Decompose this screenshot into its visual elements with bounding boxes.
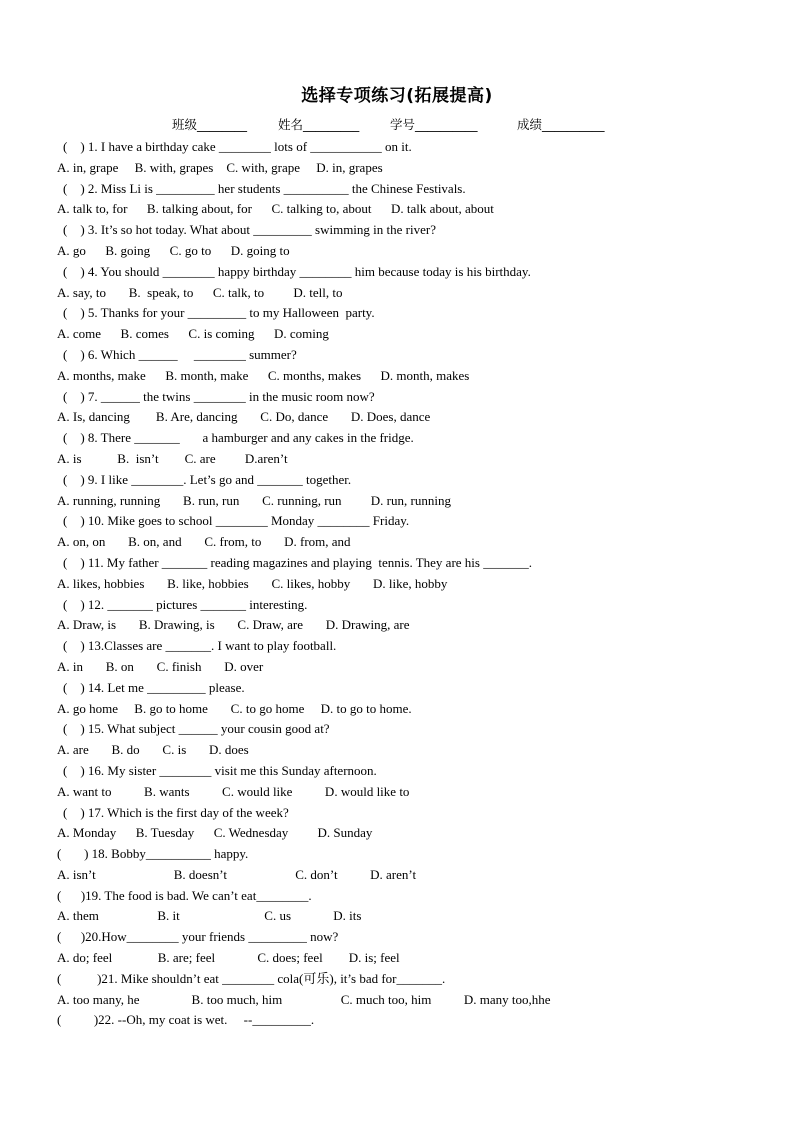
question-list [57,137,757,1031]
options-18: A. isn’t B. doesn’t C. don’t D. aren’t [57,866,417,882]
options-9: A. running, running B. run, run C. running, run D. run, running [57,492,451,508]
question-16: ( ) 16. My sister ________ visit me this Sunday afternoon. [63,762,377,778]
question-15: ( ) 15. What subject ______ your cousin good at? [63,721,330,737]
score-field: 成绩__________ [517,117,605,132]
options-5: A. come B. comes C. is coming D. coming [57,326,329,342]
options-1: A. in, grape B. with, grapes C. with, grape D. in, grapes [57,159,383,175]
question-8: ( ) 8. There _______ a hamburger and any cakes in the fridge. [63,430,414,446]
question-10: ( ) 10. Mike goes to school ________ Monday ________ Friday. [63,513,410,529]
question-4: ( ) 4. You should ________ happy birthday ________ him because today is his birthday. [63,263,531,279]
question-5: ( ) 5. Thanks for your _________ to my Halloween party. [63,305,375,321]
question-21: ( )21. Mike shouldn’t eat ________ cola(可乐), it’s bad for_______. [57,970,446,986]
question-14: ( ) 14. Let me _________ please. [63,679,245,695]
options-15: A. are B. do C. is D. does [57,742,249,758]
options-17: A. Monday B. Tuesday C. Wednesday D. Sunday [57,825,373,841]
question-20: ( )20.How________ your friends _________ now? [57,929,339,945]
question-1: ( ) 1. I have a birthday cake ________ lots of ___________ on it. [63,139,412,154]
options-4: A. say, to B. speak, to C. talk, to D. tell, to [57,284,343,300]
options-13: A. in B. on C. finish D. over [57,658,264,674]
question-22: ( )22. --Oh, my coat is wet. --_________. [57,1012,315,1028]
options-21: A. too many, he B. too much, him C. much too, him D. many too,hhe [57,991,551,1007]
options-8: A. is B. isn’t C. are D.aren’t [57,450,288,466]
question-2: ( ) 2. Miss Li is _________ her students __________ the Chinese Festivals. [63,180,466,196]
student-info-row [0,115,794,135]
question-6: ( ) 6. Which ______ ________ summer? [63,346,297,362]
question-17: ( ) 17. Which is the first day of the week? [63,804,289,820]
name-field: 姓名_________ [278,117,360,132]
options-3: A. go B. going C. go to D. going to [57,242,290,258]
question-3: ( ) 3. It’s so hot today. What about _________ swimming in the river? [63,222,436,238]
question-13: ( ) 13.Classes are _______. I want to play football. [63,638,337,654]
options-7: A. Is, dancing B. Are, dancing C. Do, dance D. Does, dance [57,409,431,425]
options-6: A. months, make B. month, make C. months, makes D. month, makes [57,367,470,383]
student-number-field: 学号__________ [390,117,478,132]
options-12: A. Draw, is B. Drawing, is C. Draw, are D. Drawing, are [57,617,410,633]
options-19: A. them B. it C. us D. its [57,908,362,924]
question-18: ( ) 18. Bobby__________ happy. [57,846,249,862]
options-20: A. do; feel B. are; feel C. does; feel D. is; feel [57,950,400,966]
question-11: ( ) 11. My father _______ reading magazines and playing tennis. They are his _______. [63,554,532,570]
options-11: A. likes, hobbies B. like, hobbies C. likes, hobby D. like, hobby [57,575,448,591]
class-field: 班级________ [172,117,248,132]
page-title: 选择专项练习(拓展提高) [301,86,493,106]
options-2: A. talk to, for B. talking about, for C. talking to, about D. talk about, about [57,201,494,217]
options-10: A. on, on B. on, and C. from, to D. from, and [57,534,351,550]
question-12: ( ) 12. _______ pictures _______ interesting. [63,596,308,612]
question-7: ( ) 7. ______ the twins ________ in the music room now? [63,388,375,404]
options-14: A. go home B. go to home C. to go home D. to go to home. [57,700,412,716]
options-16: A. want to B. wants C. would like D. would like to [57,783,410,799]
question-19: ( )19. The food is bad. We can’t eat________. [57,887,312,903]
question-9: ( ) 9. I like ________. Let’s go and _______ together. [63,471,352,487]
